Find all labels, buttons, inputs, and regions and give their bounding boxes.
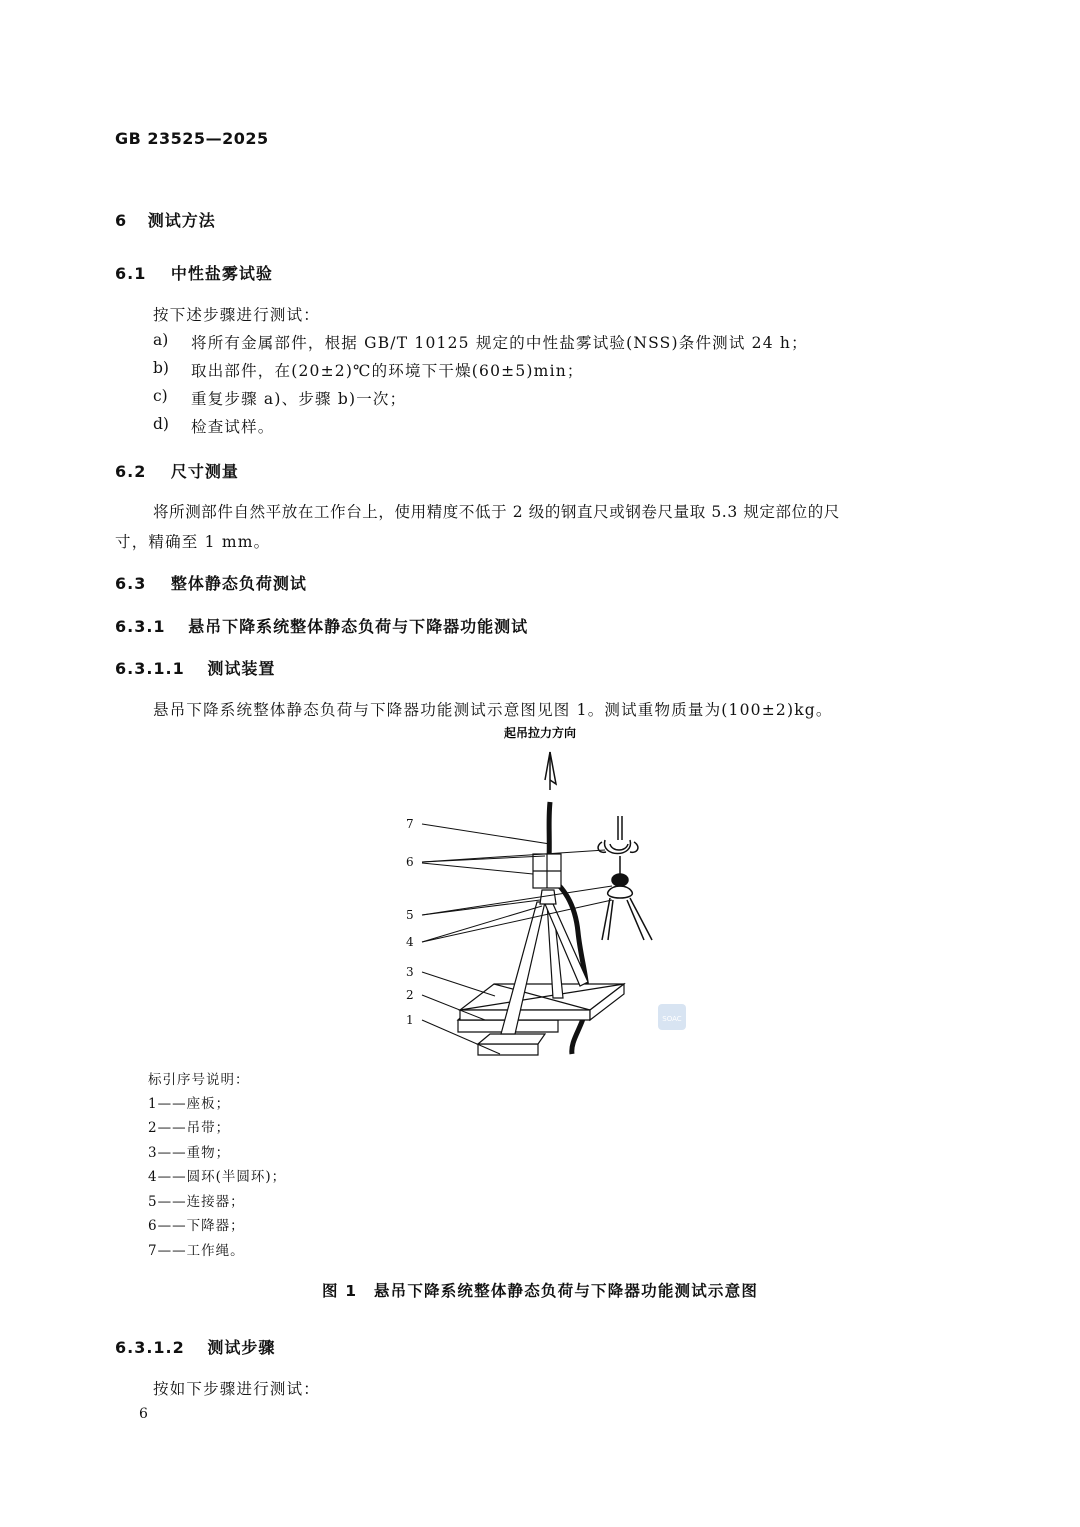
legend-item: 4——圆环(半圆环)； bbox=[148, 1169, 287, 1185]
callout-2: 2 bbox=[406, 988, 414, 1002]
section-6-3-1-heading bbox=[115, 614, 528, 637]
legend-item: 2——吊带； bbox=[148, 1120, 231, 1136]
section-6-2-paragraph-line-2: 寸，精确至 1 mm。 bbox=[115, 533, 271, 551]
section-6-2-heading bbox=[115, 459, 239, 482]
descender-device bbox=[533, 854, 561, 888]
section-6-3-1-number: 6.3.1 bbox=[115, 617, 166, 636]
section-6-1-title: 中性盐雾试验 bbox=[170, 264, 273, 283]
legend-item: 1——座板； bbox=[148, 1096, 231, 1112]
callout-1: 1 bbox=[406, 1013, 414, 1027]
figure-1-drawing bbox=[390, 722, 700, 1067]
section-6-3-title: 整体静态负荷测试 bbox=[170, 574, 307, 593]
direction-label: 起吊拉力方向 bbox=[503, 726, 577, 740]
section-6-3-1-2-title: 测试步骤 bbox=[207, 1338, 276, 1357]
figure-1 bbox=[390, 722, 700, 1067]
section-6-3-1-1-heading bbox=[115, 656, 275, 679]
section-6-3-1-title: 悬吊下降系统整体静态负荷与下降器功能测试 bbox=[188, 617, 529, 636]
section-6-3-number: 6.3 bbox=[115, 574, 147, 593]
page-number: 6 bbox=[139, 1406, 148, 1422]
section-6-1-intro: 按下述步骤进行测试： bbox=[153, 306, 321, 324]
callout-5: 5 bbox=[406, 908, 414, 922]
standard-number: GB 23525—2025 bbox=[115, 129, 269, 148]
list-item-label: b) bbox=[153, 359, 169, 377]
section-6-3-1-2-number: 6.3.1.2 bbox=[115, 1338, 185, 1357]
working-rope bbox=[549, 802, 550, 860]
list-item-text: 检查试样。 bbox=[191, 418, 275, 436]
section-6-2-paragraph-line-1: 将所测部件自然平放在工作台上，使用精度不低于 2 级的钢直尺或钢卷尺量取 5.3 规定部位的尺 bbox=[153, 503, 840, 521]
weight-block bbox=[460, 984, 624, 1020]
section-6-3-1-1-number: 6.3.1.1 bbox=[115, 659, 185, 678]
list-item-label: a) bbox=[153, 331, 169, 349]
list-item-text: 将所有金属部件，根据 GB/T 10125 规定的中性盐雾试验(NSS)条件测试 24 h； bbox=[191, 334, 808, 352]
section-6-3-1-1-text: 悬吊下降系统整体静态负荷与下降器功能测试示意图见图 1。测试重物质量为(100±2)kg。 bbox=[153, 701, 833, 719]
list-item-text: 取出部件，在(20±2)℃的环境下干燥(60±5)min； bbox=[191, 362, 584, 380]
section-6-2-title: 尺寸测量 bbox=[170, 462, 239, 481]
callout-3: 3 bbox=[406, 965, 414, 979]
ring-and-harness bbox=[598, 816, 652, 940]
legend-item: 6——下降器； bbox=[148, 1218, 245, 1234]
section-6-heading bbox=[115, 208, 216, 231]
section-6-number: 6 bbox=[115, 211, 128, 230]
watermark-logo bbox=[658, 1004, 686, 1030]
arrow-up-icon bbox=[545, 752, 556, 790]
legend-item: 5——连接器； bbox=[148, 1194, 245, 1210]
legend-item: 3——重物； bbox=[148, 1145, 231, 1161]
legend-item: 7——工作绳。 bbox=[148, 1243, 245, 1259]
section-6-1-number: 6.1 bbox=[115, 264, 147, 283]
section-6-3-1-2-heading bbox=[115, 1335, 275, 1358]
figure-caption: 图 1 悬吊下降系统整体静态负荷与下降器功能测试示意图 bbox=[321, 1282, 759, 1300]
list-item-text: 重复步骤 a)、步骤 b)一次； bbox=[191, 390, 407, 408]
section-6-3-1-2-text: 按如下步骤进行测试： bbox=[153, 1380, 321, 1398]
callout-6: 6 bbox=[406, 855, 414, 869]
callout-7: 7 bbox=[406, 817, 414, 831]
section-6-3-heading bbox=[115, 571, 307, 594]
section-6-3-1-1-title: 测试装置 bbox=[207, 659, 276, 678]
legend-title: 标引序号说明： bbox=[148, 1072, 250, 1088]
section-6-1-heading bbox=[115, 261, 273, 284]
list-item-label: c) bbox=[153, 387, 168, 405]
list-item-label: d) bbox=[153, 415, 169, 433]
section-6-title: 测试方法 bbox=[147, 211, 216, 230]
svg-text:SOAC: SOAC bbox=[662, 1015, 682, 1023]
callout-4: 4 bbox=[406, 935, 414, 949]
section-6-2-number: 6.2 bbox=[115, 462, 147, 481]
